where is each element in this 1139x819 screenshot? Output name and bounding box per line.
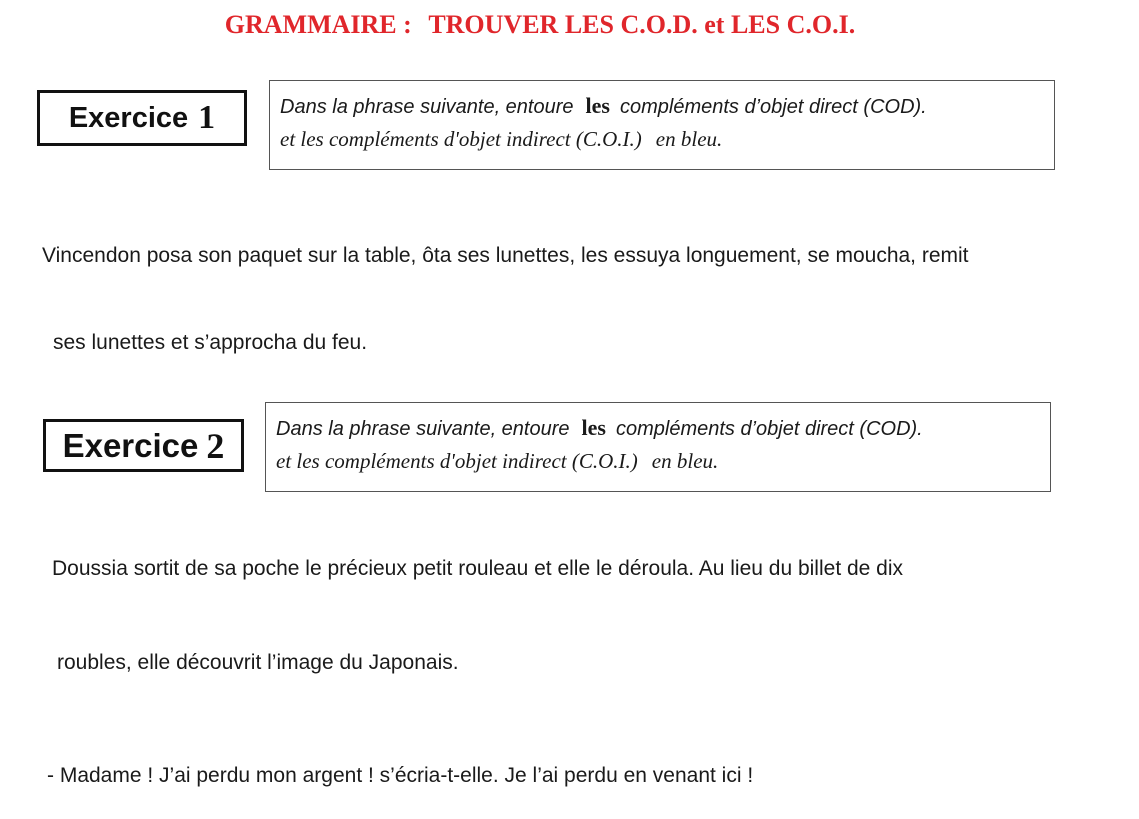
exercise-1-label-word: Exercice [68, 101, 189, 134]
instruction-text: et les compléments d'objet indirect (C.O.I.) [280, 127, 642, 151]
exercise-1-label-number: 1 [198, 99, 216, 136]
exercise-1-instruction-line1 [280, 93, 1054, 119]
exercise-2-instruction-line2 [276, 449, 1050, 474]
instruction-text: Dans la phrase suivante, entoure [280, 96, 574, 118]
instruction-text: en bleu. [655, 127, 723, 151]
exercise-1-instruction-box [269, 80, 1055, 170]
instruction-text: en bleu. [651, 449, 719, 473]
instruction-text: Dans la phrase suivante, entoure [276, 418, 570, 440]
exercise-2-instruction-box [265, 402, 1051, 492]
title-text: TROUVER LES C.O.D. et LES C.O.I. [428, 10, 856, 39]
exercise-1-instruction-line2 [280, 127, 1054, 152]
exercise-1-label [37, 90, 247, 146]
exercise-2-instruction-line1 [276, 415, 1050, 441]
exercise-1-text-line: ses lunettes et s’approcha du feu. [53, 331, 368, 354]
exercise-2-text-line: roubles, elle découvrit l’image du Japonais. [57, 651, 459, 674]
instruction-emphasis: les [585, 93, 610, 118]
exercise-2-label [43, 419, 244, 472]
instruction-text: et les compléments d'objet indirect (C.O.I.) [276, 449, 638, 473]
page-title [0, 10, 1080, 40]
title-prefix: GRAMMAIRE : [224, 10, 412, 39]
instruction-text: compléments d’objet direct (COD). [619, 96, 927, 118]
exercise-2-label-number: 2 [206, 425, 225, 466]
exercise-2-text-line: Doussia sortit de sa poche le précieux petit rouleau et elle le déroula. Au lieu du billet de dix [52, 557, 904, 580]
exercise-2-label-word: Exercice [62, 426, 199, 464]
exercise-2-text-line: - Madame ! J’ai perdu mon argent ! s’écria-t-elle. Je l’ai perdu en venant ici ! [47, 764, 754, 787]
exercise-1-text-line: Vincendon posa son paquet sur la table, ôta ses lunettes, les essuya longuement, se moucha, remit [42, 244, 969, 267]
instruction-emphasis: les [581, 415, 606, 440]
instruction-text: compléments d’objet direct (COD). [615, 418, 923, 440]
